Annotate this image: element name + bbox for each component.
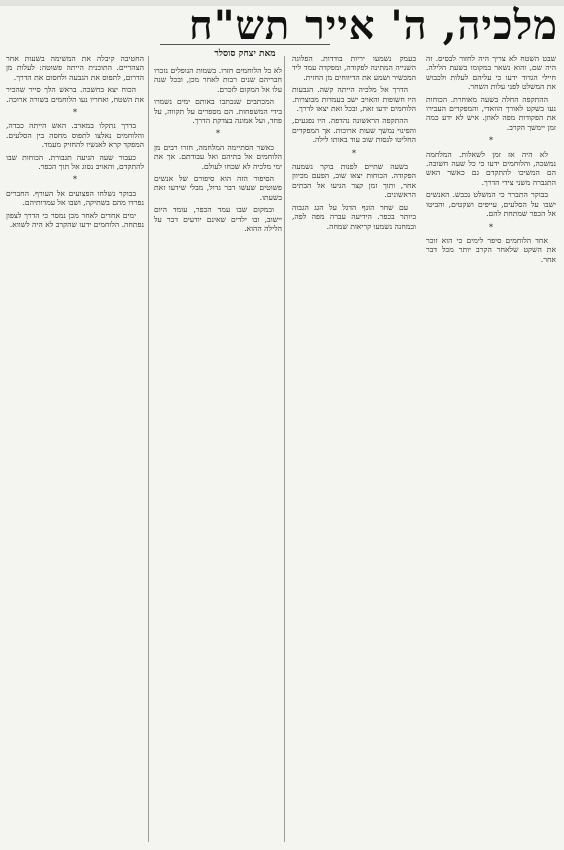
section-separator: *: [489, 136, 493, 146]
column-paragraph: לא היה אז זמן לשאלות. המלחמה נמשכה, והלוחמים ידעו כי כל שעה חשובה. הם המשיכו להתקדם גם כאשר האש התגברה משני צידי הדרך.: [426, 149, 556, 187]
column-paragraph: אחד הלוחמים סיפר לימים כי הוא זוכר את השקט שלאחר הקרב יותר מכל דבר אחר.: [426, 235, 556, 264]
byline-rule: [160, 44, 330, 45]
byline: מאת יצחק סוסלר: [214, 49, 276, 59]
section-separator: *: [216, 129, 220, 139]
column-paragraph: בעמק נשמעו יריות בודדות. הפלוגה השנייה המתינה לפקודה, ומפקדה עמד ליד המכשיר ושמע את הדיווחים מן החזית.: [292, 54, 416, 82]
column-paragraph: הדרך אל מלכיה הייתה קשה. הגבעות היו חשופות והאויב ישב בעמדות מבוצרות. הלוחמים ידעו זאת, ובכל זאת יצאו לדרך.: [292, 85, 416, 114]
column-paragraph: עם שחר הונף הדגל על הגג הגבוה ביותר בכפר. הידיעה עברה מפה לפה, ובמחנה נשמעו קריאות שמחה.: [292, 202, 416, 231]
column-paragraph: בדרך נתקלו במארב. האש הייתה כבדה, והלוחמים נאלצו לתפוס מחסה בין הסלעים. המפקד קרא לאנשיו להחזיק מעמד.: [6, 121, 144, 150]
column-paragraph: ההתקפה הראשונה נהדפה. היו נפגעים, והפינוי נמשך שעות ארוכות. אך המפקדים החליטו לנסות שוב עוד באותו לילה.: [292, 116, 416, 145]
article-column-4: [6, 54, 144, 842]
article-column-1: [426, 54, 556, 842]
column-paragraph: שבט השטח לא צריך היה לחזור לבסיס. זה היה שם, והוא נשאר במקומו בשעת הלילה. חיילי הגדוד ידעו כי עליהם לעלות ולכבוש את המשלט לפני עלות השחר.: [426, 54, 556, 92]
column-paragraph: הסיפור הזה הוא סיפורם של אנשים פשוטים שעשו דבר גדול, מבלי שידעו זאת בשעתו.: [154, 174, 282, 202]
section-separator: *: [73, 108, 77, 118]
column-paragraph: בבוקר נשלחו הפצועים אל העורף. החברים נפרדו מהם בשתיקה, ושבו אל עמדותיהם.: [6, 188, 144, 208]
column-paragraph: ההתקפה החלה בשעה מאוחרת. הכוחות נעו בשקט לאורך הוואדי, והמפקדים העבירו את הפקודות מפה לאוזן. איש לא ידע כמה זמן יימשך הקרב.: [426, 94, 556, 132]
section-separator: *: [489, 222, 493, 232]
section-separator: *: [73, 175, 77, 185]
column-paragraph: החטיבה קיבלה את המשימה בשעות אחר הצהריים. התוכנית הייתה פשוטה: לעלות מן הדרום, לתפוס את הגבעה ולחסום את הדרך.: [6, 54, 144, 82]
column-paragraph: הכוח יצא בחשכה. בראש הלך סייר שהכיר את השטח, ואחריו נעו הלוחמים בשורה ארוכה.: [6, 85, 144, 104]
column-paragraph: כאשר הסתיימה המלחמה, חזרו רבים מן הלוחמים אל בתיהם ואל עבודתם. אך את ימי מלכיה לא שכחו לעולם.: [154, 142, 282, 171]
page-headline: מלכיה, ה' אייר תש"ח: [189, 2, 558, 49]
column-paragraph: לא כל הלוחמים חזרו. בשמות הנופלים נזכרו חבריהם שנים רבות לאחר מכן, ובכל שנה עלו אל המקום לזכרם.: [154, 66, 282, 94]
column-divider: [284, 56, 285, 842]
article-column-3: [154, 66, 282, 842]
print-smudge: [0, 0, 564, 6]
column-paragraph: כעבור שעה הגיעה תגבורת. הכוחות שבו להתקדם, והאויב נסוג אל תוך הכפר.: [6, 152, 144, 172]
column-paragraph: המכתבים שנכתבו באותם ימים נשמרו בידי המשפחות. הם מספרים על תקווה, על פחד, ועל אמונה בצדקת הדרך.: [154, 97, 282, 126]
column-paragraph: ובמקום שבו עמד הכפר, עומד היום יישוב, ובו ילדים שאינם יודעים דבר על הלילה ההוא.: [154, 205, 282, 234]
article-column-2: [292, 54, 416, 842]
column-paragraph: בבוקר התברר כי המשלט נכבש. האנשים ישבו על הסלעים, עייפים ושקטים, והביטו אל הכפר שמתחת להם.: [426, 190, 556, 219]
section-separator: *: [352, 148, 356, 158]
column-divider: [148, 56, 149, 842]
column-paragraph: ימים אחדים לאחר מכן נמסר כי הדרך לצפון נפתחה. הלוחמים ידעו שהקרב לא היה לשווא.: [6, 210, 144, 230]
column-paragraph: בשעה שתיים לפנות בוקר נשמעה הפקודה. הכוחות יצאו שוב, הפעם מכיוון אחר, ותוך זמן קצר הגיעו אל הבתים הראשונים.: [292, 162, 416, 200]
